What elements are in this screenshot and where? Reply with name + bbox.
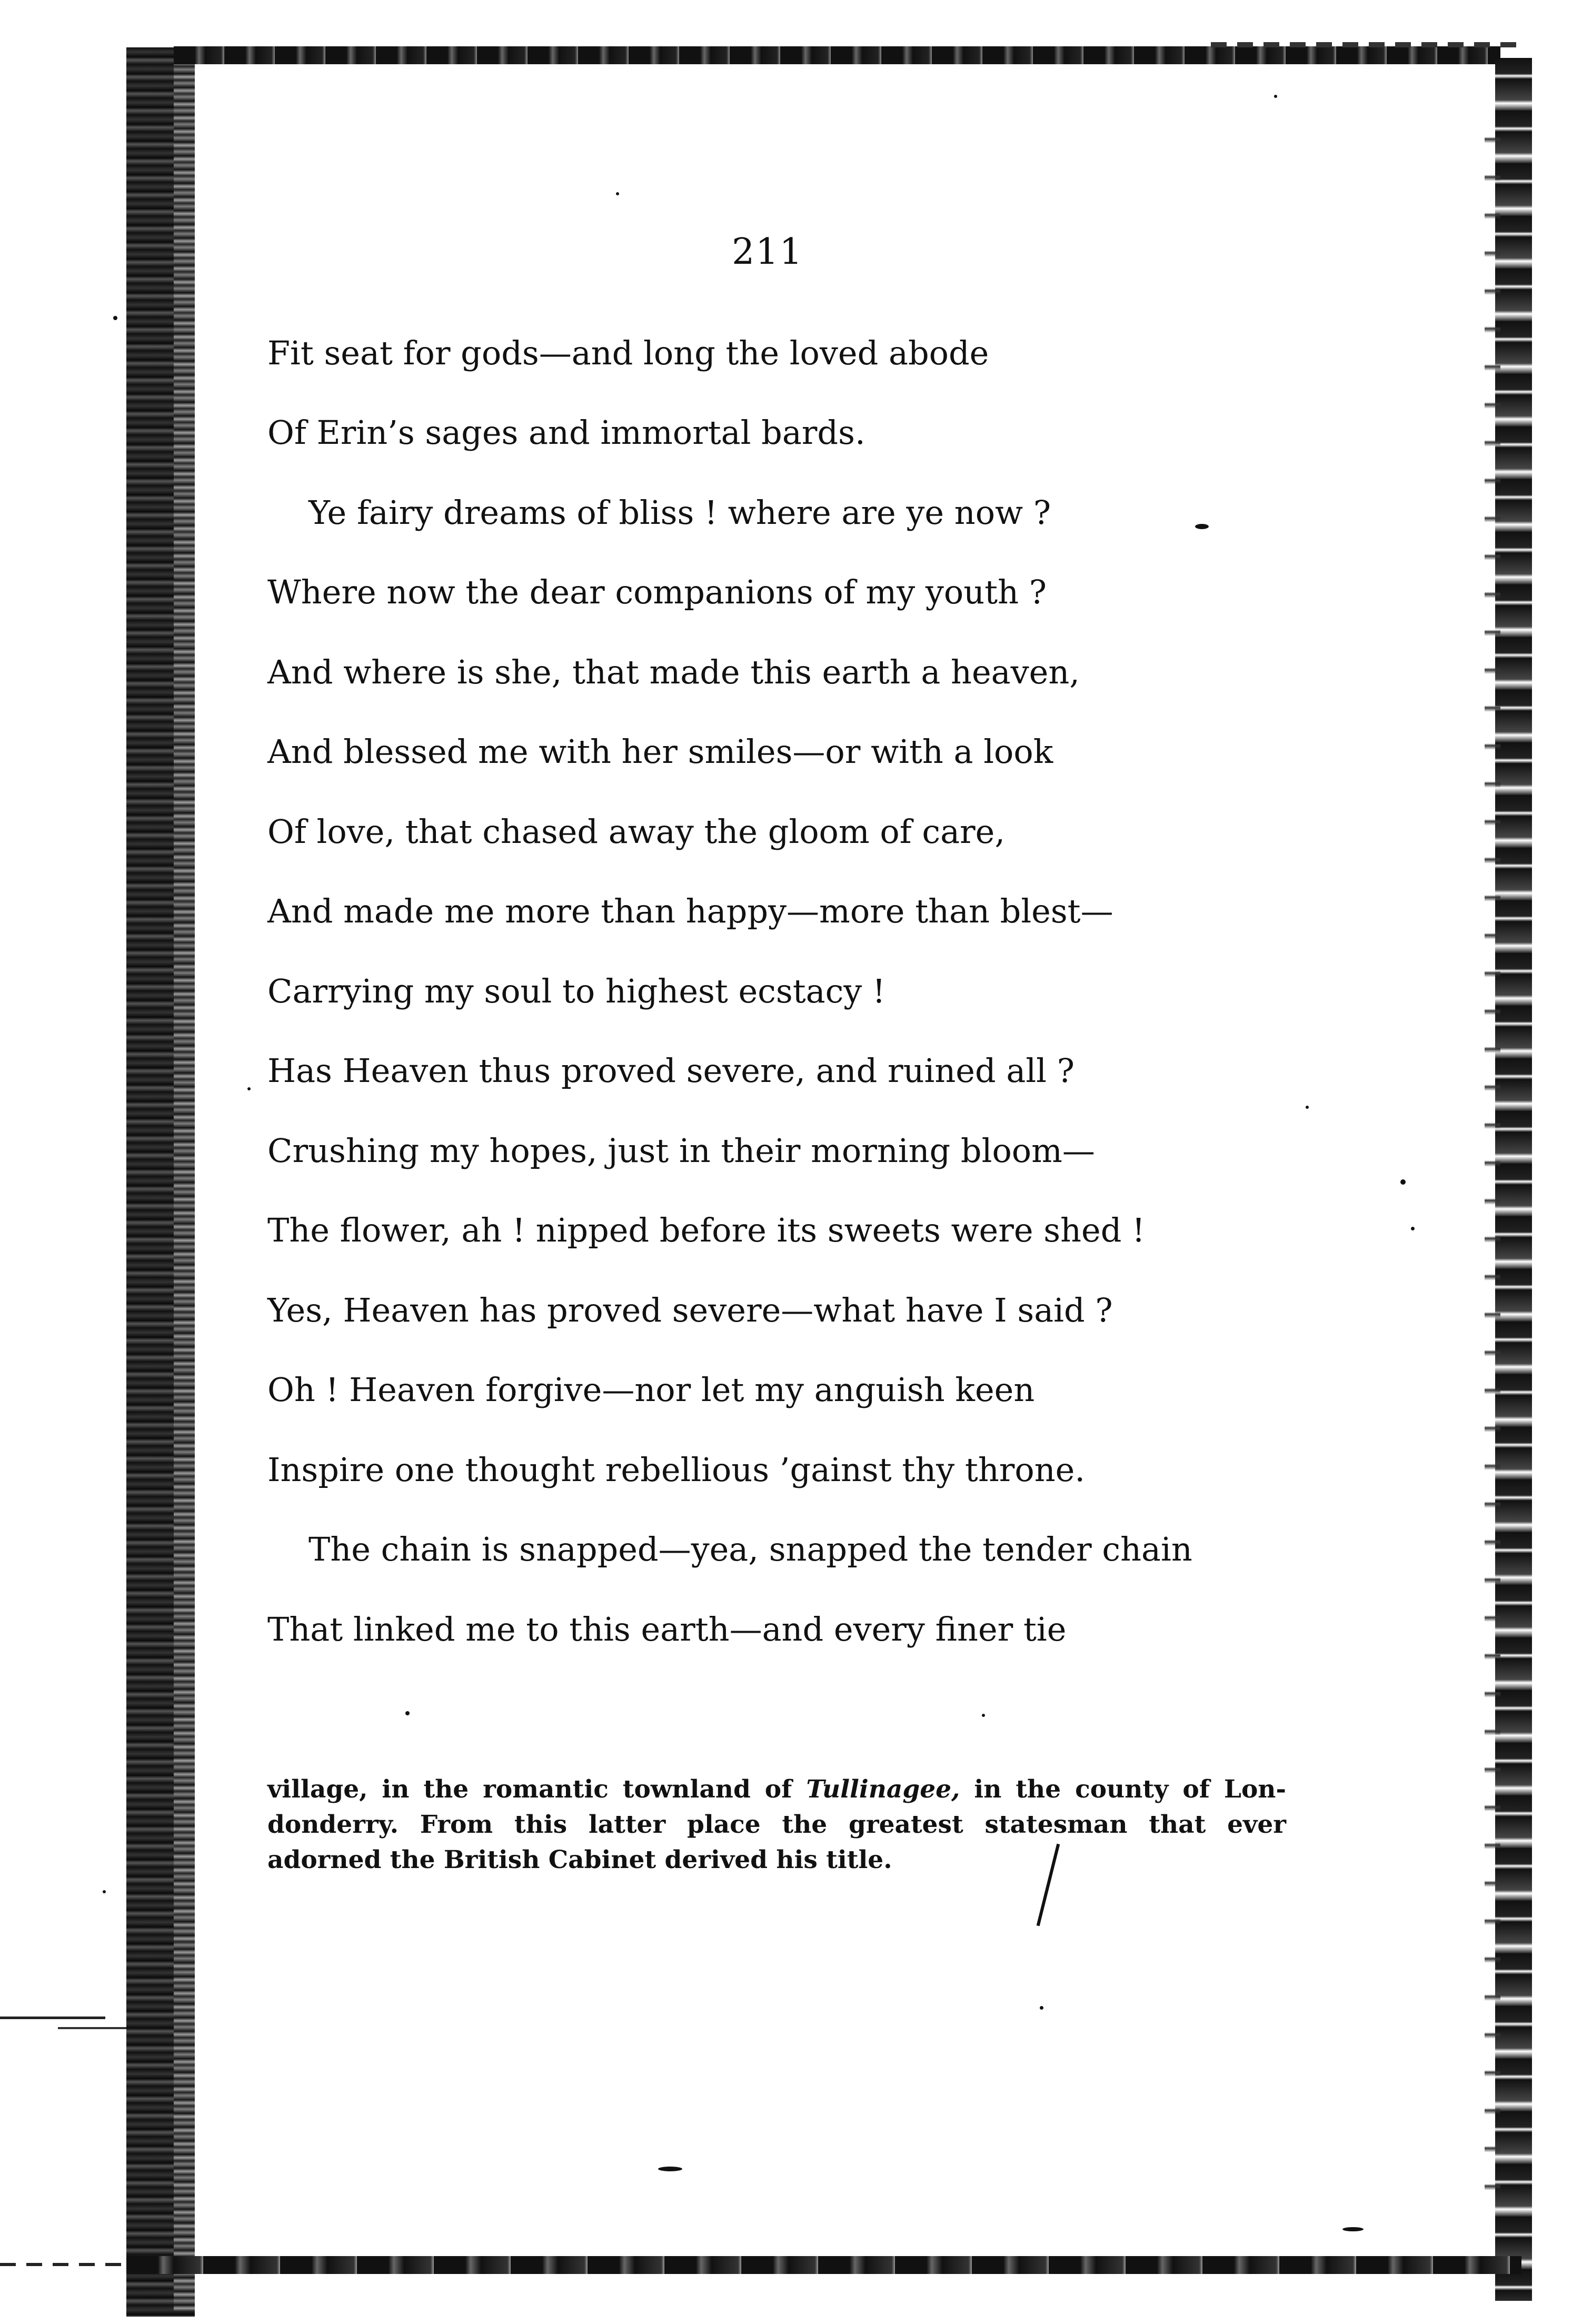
speck [247, 1087, 251, 1090]
poem-line: Ye fairy dreams of bliss ! where are ye now ? [309, 493, 1051, 532]
speck [1040, 2006, 1043, 2010]
footnote-line [267, 1777, 1286, 1802]
footnote-place-name: Tullinagee, [806, 1775, 960, 1804]
speck [1306, 1106, 1309, 1109]
right-page-edge-shadow [1485, 105, 1500, 2211]
speck [982, 1714, 985, 1717]
footnote-line: adorned the British Cabinet derived his title. [267, 1845, 892, 1874]
poem-line: And where is she, that made this earth a heaven, [267, 653, 1080, 691]
right-page-edge [1495, 58, 1532, 2301]
footnote-text: in the county of Lon- [960, 1775, 1286, 1804]
stray-mark [0, 2017, 105, 2019]
poem-line: That linked me to this earth—and every finer tie [267, 1610, 1067, 1648]
poem-line: Crushing my hopes, just in their morning bloom— [267, 1131, 1095, 1170]
speck [113, 316, 117, 320]
speck [1195, 524, 1209, 529]
poem-line: Fit seat for gods—and long the loved abode [267, 334, 989, 372]
footnote-line: donderry. From this latter place the greatest statesman that ever [267, 1810, 1286, 1839]
speck [1400, 1179, 1406, 1185]
speck [1411, 1227, 1415, 1230]
speck [103, 1890, 106, 1893]
poem-line: Oh ! Heaven forgive—nor let my anguish keen [267, 1370, 1035, 1409]
speck [658, 2167, 682, 2171]
top-page-edge [174, 46, 1500, 64]
stray-mark [58, 2027, 126, 2029]
poem-line: Yes, Heaven has proved severe—what have I said ? [267, 1291, 1113, 1329]
poem-line: Of Erin’s sages and immortal bards. [267, 413, 865, 452]
speck [1342, 2227, 1364, 2231]
handwritten-mark [1037, 1844, 1060, 1926]
speck [405, 1711, 410, 1715]
poem-line: Of love, that chased away the gloom of care, [267, 812, 1006, 851]
poem-line: The chain is snapped—yea, snapped the tender chain [309, 1530, 1192, 1568]
bottom-page-edge-fragment [0, 2263, 126, 2266]
binding-shadow [174, 53, 195, 2311]
poem-line: The flower, ah ! nipped before its sweets were shed ! [267, 1211, 1146, 1249]
speck [1274, 95, 1277, 98]
poem-line: And blessed me with her smiles—or with a look [267, 732, 1053, 771]
footnote-text: village, in the romantic townland of [267, 1775, 807, 1804]
page-number: 211 [732, 231, 803, 273]
bottom-page-edge [126, 2256, 1521, 2274]
speck [616, 192, 619, 195]
poem-line: And made me more than happy—more than blest— [267, 892, 1113, 930]
poem-line: Has Heaven thus proved severe, and ruined all ? [267, 1051, 1074, 1090]
poem-line: Where now the dear companions of my youth ? [267, 573, 1047, 611]
poem-line: Inspire one thought rebellious ’gainst thy throne. [267, 1451, 1086, 1489]
top-page-edge-fragment [1211, 42, 1527, 47]
poem-line: Carrying my soul to highest ecstacy ! [267, 972, 885, 1010]
